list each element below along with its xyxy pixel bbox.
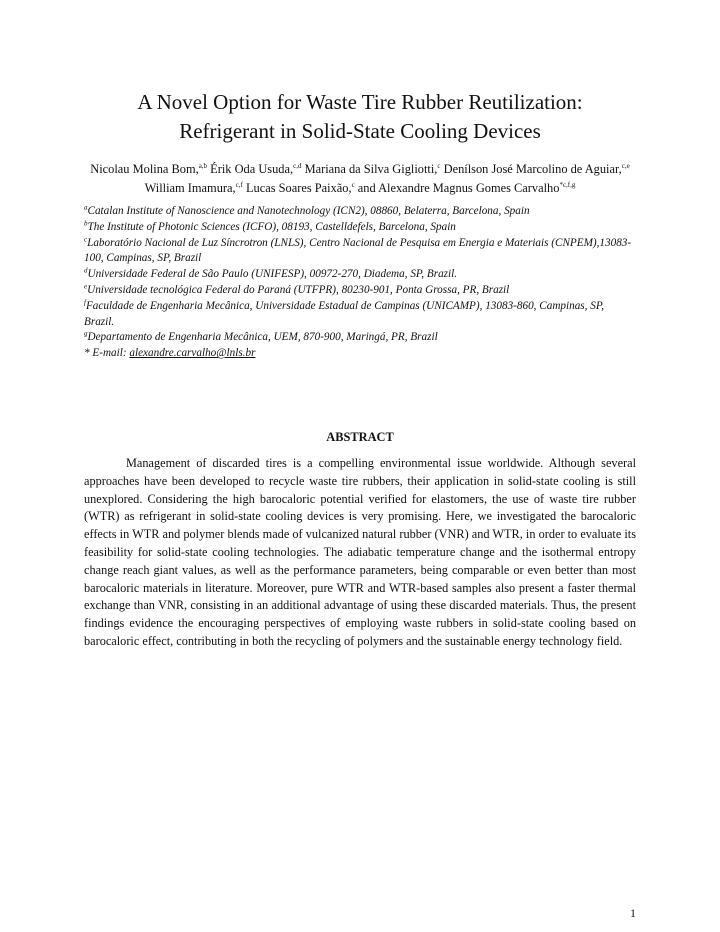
author-affiliation-mark: a,b <box>198 161 208 170</box>
affiliation-mark: f <box>84 298 86 307</box>
affiliation-item <box>84 283 636 299</box>
affiliation-item <box>84 220 636 236</box>
affiliation-text: Laboratório Nacional de Luz Síncrotron (LNLS), Centro Nacional de Pesquisa em Energia e Materiais (CNPEM),13083-100, Campinas, SP, Brazil <box>84 236 632 265</box>
author-affiliation-mark: *c,f,g <box>559 180 576 189</box>
author-name: Érik Oda Usuda, <box>210 162 294 176</box>
affiliation-mark: c <box>84 234 88 243</box>
affiliation-text: Faculdade de Engenharia Mecânica, Universidade Estadual de Campinas (UNICAMP), 13083-860, Campinas, SP, Brazil. <box>84 299 605 328</box>
paper-page <box>84 88 636 651</box>
affiliation-text: Catalan Institute of Nanoscience and Nanotechnology (ICN2), 08860, Belaterra, Barcelona, Spain <box>87 205 530 217</box>
author-list <box>84 160 636 198</box>
affiliation-items <box>84 204 636 346</box>
abstract-heading: ABSTRACT <box>326 429 394 444</box>
author-affiliation-mark: c,f <box>235 180 243 189</box>
author-separator: and <box>354 181 379 195</box>
author-affiliation-mark: c <box>437 161 441 170</box>
affiliation-mark: b <box>84 219 88 228</box>
affiliation-item <box>84 236 636 268</box>
author-name: Nicolau Molina Bom, <box>90 162 199 176</box>
author-affiliation-mark: c <box>351 180 355 189</box>
paper-title <box>84 88 636 146</box>
author-name: Lucas Soares Paixão, <box>245 181 352 195</box>
title-line-2: Refrigerant in Solid-State Cooling Devices <box>179 119 541 143</box>
author-affiliation-mark: c,e <box>621 161 630 170</box>
email-link[interactable]: alexandre.carvalho@lnls.br <box>129 347 256 360</box>
title-line-1: A Novel Option for Waste Tire Rubber Reutilization: <box>137 90 583 114</box>
author-name: Denílson José Marcolino de Aguiar, <box>443 162 622 176</box>
affiliation-mark: d <box>84 266 88 275</box>
affiliation-item <box>84 299 636 331</box>
author-name: Alexandre Magnus Gomes Carvalho <box>378 181 560 195</box>
abstract-body: Management of discarded tires is a compelling environmental issue worldwide. Although several approaches have been developed to recycle waste tire rubbers, their application in solid-state cooling is still unexplored. Considering the high barocaloric potential verified for elastomers, the use of waste tire rubber (WTR) as refrigerant in solid-state cooling devices is very promising. Here, we investigated the barocaloric effects in WTR and polymer blends made of vulcanized natural rubber (VNR) and WTR, in order to evaluate its feasibility for solid-state cooling technologies. The adiabatic temperature change and the isothermal entropy change reach giant values, as well as the performance parameters, being comparable or even better than most barocaloric materials in literature. Moreover, pure WTR and WTR-based samples also present a faster thermal exchange than VNR, consisting in an additional advantage of using these discarded materials. Thus, the present findings evidence the encouraging perspectives of employing waste rubbers in solid-state cooling based on barocaloric effect, contributing in both the recycling of polymers and the sustainable energy technology field. <box>84 455 636 648</box>
email-label: * E-mail: <box>84 347 130 360</box>
corresponding-email <box>84 346 636 362</box>
affiliation-mark: g <box>84 329 88 338</box>
affiliation-mark: a <box>84 203 88 212</box>
author-name: Mariana da Silva Gigliotti, <box>304 162 438 176</box>
author-name: William Imamura, <box>144 181 236 195</box>
author-affiliation-mark: c,d <box>293 161 302 170</box>
affiliation-text: Universidade Federal de São Paulo (UNIFESP), 00972-270, Diadema, SP, Brazil. <box>87 268 458 281</box>
affiliation-item <box>84 204 636 220</box>
affiliation-text: Departamento de Engenharia Mecânica, UEM, 870-900, Maringá, PR, Brazil <box>87 331 438 344</box>
affiliation-item <box>84 267 636 283</box>
affiliation-mark: e <box>84 282 88 291</box>
affiliation-text: Universidade tecnológica Federal do Paraná (UTFPR), 80230-901, Ponta Grossa, PR, Brazil <box>87 283 510 296</box>
affiliation-item <box>84 330 636 346</box>
affiliation-text: The Institute of Photonic Sciences (ICFO), 08193, Castelldefels, Barcelona, Spain <box>87 220 456 233</box>
page-number: 1 <box>630 906 636 920</box>
affiliation-list <box>84 204 636 362</box>
